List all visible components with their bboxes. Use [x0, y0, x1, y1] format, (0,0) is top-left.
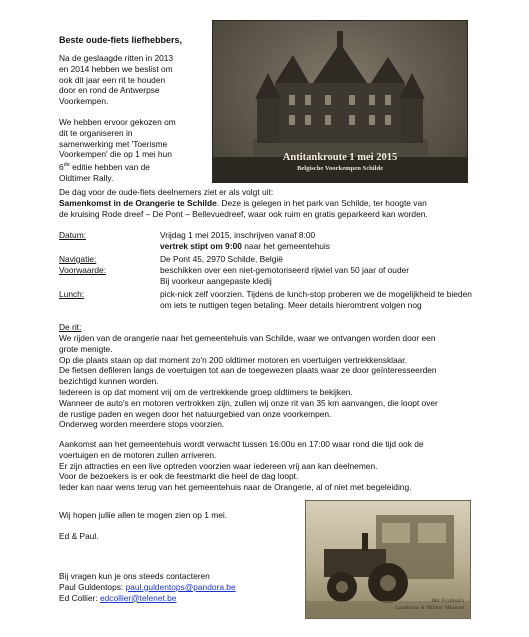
rit-line: Op die plaats staan op dat moment zo'n 200 oldtimer motoren en voertuigen vertrekkensklaar.	[59, 354, 407, 365]
departure-rest: naar het gemeentehuis	[241, 241, 330, 251]
org-edition-line	[59, 160, 176, 173]
castle-photo	[212, 20, 468, 183]
arrival-line: voertuigen en de motoren zullen arriveren.	[59, 449, 217, 460]
lunch-value: pick-nick zelf voorzien. Tijdens de lunch-stop proberen we de mogelijkheid te bieden	[160, 289, 472, 299]
intro-paragraph	[59, 53, 173, 107]
intro-line: en 2014 hebben we beslist om	[59, 63, 173, 74]
contact-ed	[59, 593, 236, 604]
voorwaarde-value: beschikken over een niet-gemotoriseerd rijwiel van 50 jaar of ouder	[160, 265, 410, 275]
intro-line: Na de geslaagde ritten in 2013	[59, 53, 174, 63]
org-line: Voorkempen' die op 1 mei hun	[59, 149, 172, 160]
castle-subcaption: Belgische Voorkempen Schilde	[296, 165, 384, 173]
meeting-line2	[59, 198, 428, 209]
intro-line: door en rond de Antwerpse	[59, 85, 160, 96]
meeting-location: Samenkomst in de Orangerie te Schilde	[59, 197, 217, 208]
edition-rest: editie hebben van de	[69, 161, 150, 172]
lunch-value-2: om iets te nuttigen tegen betaling. Meer details hieromtrent volgen nog	[160, 300, 422, 310]
museum-caption	[395, 598, 464, 612]
meeting-line1: De dag voor de oude-fiets deelnemers ziet er als volgt uit:	[59, 187, 274, 197]
datum-value: Vrijdag 1 mei 2015, inschrijven vanaf 8:00	[160, 230, 316, 240]
org-line: Oldtimer Rally.	[59, 172, 114, 183]
edition-suffix: de	[63, 162, 70, 169]
arrival-line: Er zijn attracties en een live optreden voorzien waar iedereen vrij aan kan deelnemen.	[59, 460, 378, 471]
navigatie-value: De Pont 45, 2970 Schilde, België	[160, 254, 283, 264]
rit-line: We rijden van de orangerie naar het gemeentehuis van Schilde, waar we ontvangen worden door een	[59, 333, 436, 343]
closing-line: Wij hopen jullie allen te mogen zien op 1 mei.	[59, 510, 228, 520]
voorwaarde-value-2: Bij voorkeur aangepaste kledij	[160, 276, 272, 286]
rit-heading: De rit:	[59, 322, 82, 332]
org-line: samenwerking met 'Toerisme	[59, 138, 168, 149]
museum-caption-line1: Mic Frylinck's	[431, 598, 464, 604]
arrival-line: Ieder kan naar wens terug van het gemeentehuis naar de Orangerie, al of niet met begeleiding.	[59, 482, 412, 493]
contact-paul	[59, 582, 236, 593]
org-line: dit te organiseren in	[59, 127, 133, 138]
meeting-line2-rest: . Deze is gelegen in het park van Schilde, ter hoogte van	[216, 197, 427, 208]
ed-email-link[interactable]: edcollier@telenet.be	[99, 592, 177, 603]
rit-line: grote menigte.	[59, 343, 113, 354]
paul-email-link[interactable]: paul.guldentops@pandora.be	[125, 581, 236, 592]
museum-caption-line2: Landbouw & Militair Museum	[395, 605, 464, 611]
rit-paragraph	[59, 333, 438, 430]
arrival-paragraph	[59, 439, 424, 493]
rit-line: bezichtigd kunnen worden.	[59, 376, 159, 387]
castle-caption: Antitankroute 1 mei 2015	[282, 152, 398, 164]
rit-line: Iedereen is op dat moment vrij om de vertrekkende groep oldtimers te bekijken.	[59, 386, 353, 397]
signoff: Ed & Paul.	[59, 531, 99, 541]
navigatie-label: Navigatie:	[59, 254, 97, 264]
departure-time: vertrek stipt om 9:00	[160, 241, 242, 251]
datum-label: Datum:	[59, 230, 86, 240]
organisation-paragraph	[59, 117, 176, 184]
org-line: We hebben ervoor gekozen om	[59, 117, 176, 127]
meeting-line3: de kruising Rode dreef – De Pont – Bellevuedreef, waar ook ruim en gratis geparkeerd kan worden.	[59, 208, 428, 219]
datum-departure	[160, 241, 330, 252]
rit-line: Onderweg worden meerdere stops voorzien.	[59, 419, 225, 430]
rit-line: De fietsen defileren langs de voertuigen tot aan de toegewezen plaats waar ze door geïnteresseerden	[59, 365, 437, 376]
contact-intro: Bij vragen kun je ons steeds contacteren	[59, 571, 210, 581]
intro-line: ook dit jaar een rit te houden	[59, 74, 166, 85]
museum-photo	[305, 500, 471, 619]
rit-line: Wanneer de auto's en motoren vertrokken zijn, zullen wij onze rit van 35 km aanvangen, die loopt over	[59, 397, 438, 408]
voorwaarde-label: Voorwaarde:	[59, 265, 107, 275]
ed-label: Ed Collier:	[59, 592, 100, 603]
lunch-label: Lunch:	[59, 289, 85, 299]
edition-number: 6	[59, 161, 64, 172]
paul-label: Paul Guldentops:	[59, 581, 126, 592]
arrival-line: Aankomst aan het gemeentehuis wordt verwacht tussen 16:00u en 17:00 waar rond die tijd ook de	[59, 439, 424, 449]
contact-block	[59, 571, 236, 603]
rit-line: de rustige paden en wegen door het natuurgebied van onze voorkempen.	[59, 408, 332, 419]
arrival-line: Voor de bezoekers is er ook de feestmarkt die heel de dag loopt.	[59, 471, 299, 482]
greeting: Beste oude-fiets liefhebbers,	[59, 35, 183, 45]
intro-line: Voorkempen.	[59, 96, 109, 107]
meeting-paragraph	[59, 187, 428, 219]
